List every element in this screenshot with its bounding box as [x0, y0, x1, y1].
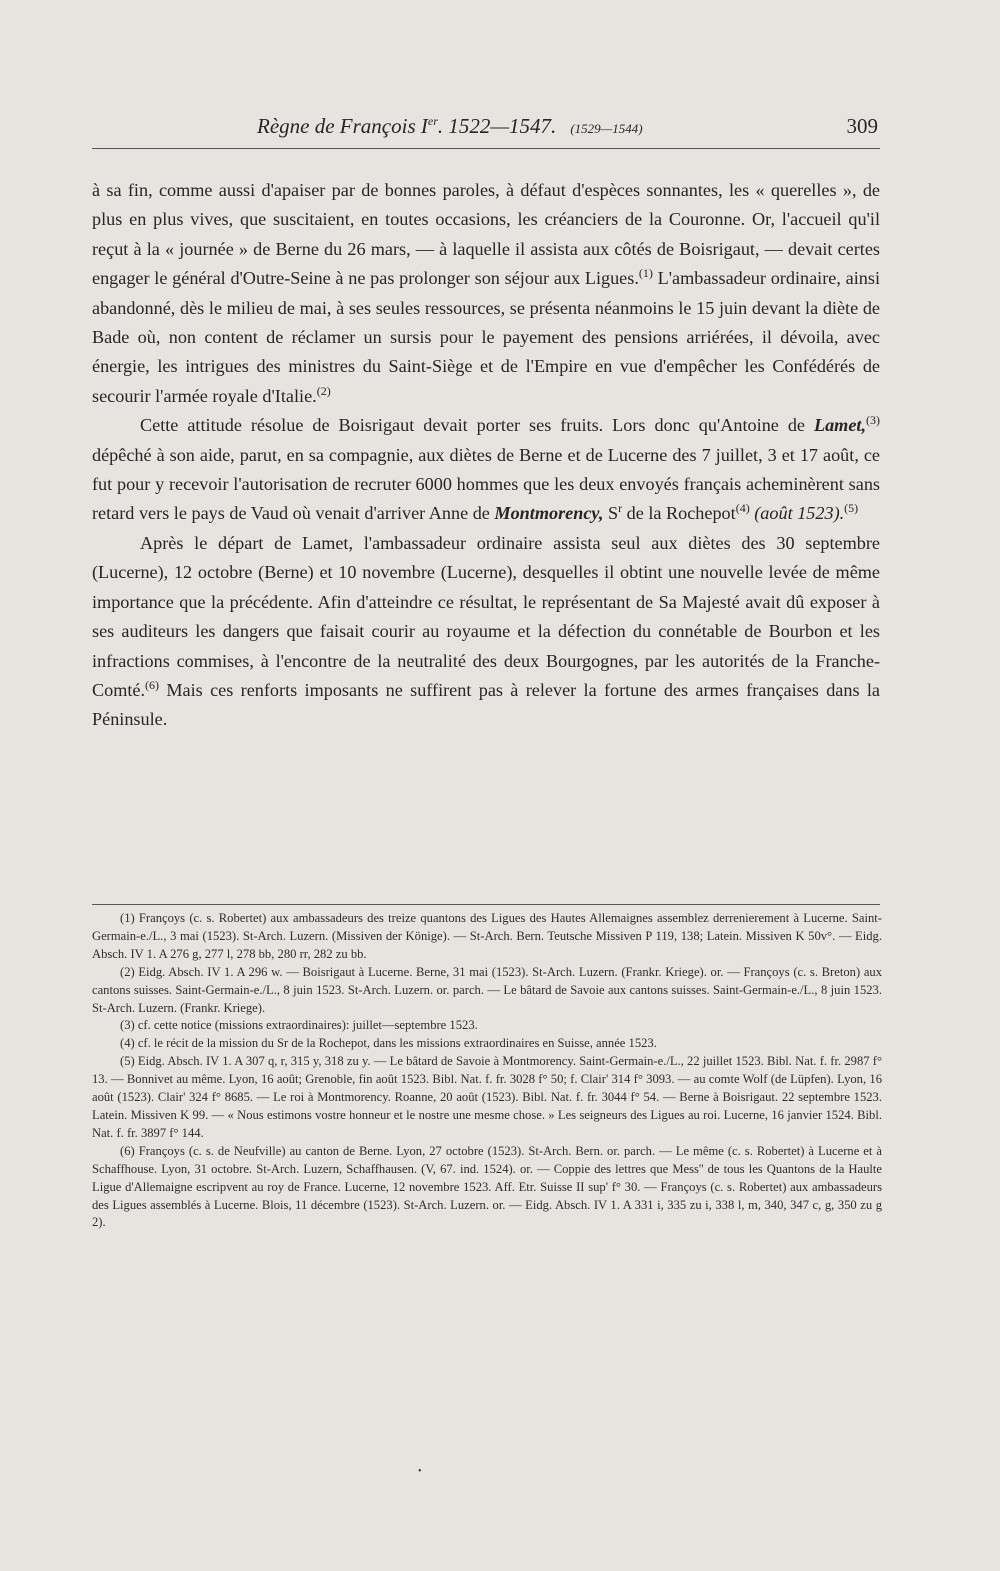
- paragraph-3: [92, 529, 880, 735]
- running-title: [257, 114, 643, 139]
- footnote-ref-4: (4): [735, 501, 750, 516]
- title-superscript: er: [427, 114, 438, 128]
- paragraph-2: [92, 411, 880, 529]
- paragraph-2-text-b: dépêché à son aide, parut, en sa compagnie, aux diètes de Berne et de Lucerne des 7 juillet, 3 et 17 août, ce fut pour y recevoir l'autorisation de recruter 6000 hommes que les deux envoyés français acheminèrent sans retard vers le pays de Vaud où venait d'arriver Anne de: [92, 444, 880, 524]
- footnote-1: (1) Françoys (c. s. Robertet) aux ambassadeurs des treize quantons des Ligues des Hautes Allemaignes assemblez derrenierement à Lucerne. Saint-Germain-e./L., 3 mai (1523). St-Arch. Luzern. (Missiven der Könige). — St-Arch. Bern. Teutsche Missiven P 119, 138; Latein. Missiven K 50v°. — Eidg. Absch. IV 1. A 276 g, 277 l, 278 bb, 280 rr, 282 zu bb.: [92, 911, 882, 961]
- page-number: 309: [846, 114, 878, 138]
- page-mark: •: [418, 1466, 422, 1477]
- footnote-6: (6) Françoys (c. s. de Neufville) au canton de Berne. Lyon, 27 octobre (1523). St-Arch. Bern. or. parch. — Le même (c. s. Robertet) à Lucerne et à Schaffhouse. Lyon, 31 octobre. St-Arch. Luzern, Schaffhausen. (V, 67. ind. 1524). or. — Coppie des lettres que Mess'' de tous les Quantons de la Haulte Ligue d'Allemaigne escripvent au roy de France. Lucerne, 12 novembre 1523. Aff. Etr. Suisse II sup' f° 30. — Françoys (c. s. Robertet) aux ambassadeurs des Ligues assemblés à Lucerne. Blois, 11 décembre (1523). St-Arch. Luzern. or. — Eidg. Absch. IV 1. A 331 i, 335 zu i, 338 l, m, 340, 347 c, g, 350 zu g 2).: [92, 1143, 882, 1230]
- footnote-5: (5) Eidg. Absch. IV 1. A 307 q, r, 315 y, 318 zu y. — Le bâtard de Savoie à Montmorency. Saint-Germain-e./L., 22 juillet 1523. Bibl. Nat. f. fr. 2987 f° 13. — Bonnivet au même. Lyon, 16 août; Grenoble, fin août 1523. Bibl. Nat. f. fr. 3028 f° 50; f. Clair' 314 f° 3093. — au comte Wolf (de Lüpfen). Lyon, 16 août (1523). Clair' 324 f° 8685. — Le roi à Montmorency. Roanne, 20 août (1523). Bibl. Nat. f. fr. 3044 f° 54. — Berne à Boisrigaut. 22 septembre 1523. Latein. Missiven K 99. — « Nous estimons vostre honneur et le nostre une mesme chose. » Les seigneurs des Ligues au roi. Lucerne, 16 janvier 1524. Bibl. Nat. f. fr. 3897 f° 144.: [92, 1054, 882, 1140]
- footnote-ref-1: (1): [638, 266, 653, 281]
- footnote-rule: [92, 904, 880, 905]
- paragraph-3-text-a: Après le départ de Lamet, l'ambassadeur ordinaire assista seul aux diètes des 30 septembre (Lucerne), 12 octobre (Berne) et 10 novembre (Lucerne), desquelles il obtint une nouvelle levée de même importance que la précédente. Afin d'atteindre ce résultat, le représentant de Sa Majesté avait dû exposer à ses auditeurs les dangers que faisait courir au royaume et la défection du connétable de Bourbon et les infractions commises, à l'encontre de la neutralité des deux Bourgognes, par les autorités de la Franche-Comté.: [92, 532, 880, 700]
- footnote-ref-5: (5): [844, 501, 859, 516]
- footnote-ref-6: (6): [145, 677, 160, 692]
- header-date-range: (1529—1544): [570, 121, 643, 136]
- footnote-4: (4) cf. le récit de la mission du Sr de la Rochepot, dans les missions extraordinaires en Suisse, année 1523.: [120, 1036, 657, 1051]
- header-rule: [92, 148, 880, 149]
- body-text: [92, 176, 880, 735]
- date-aout-1523: (août 1523).: [754, 503, 845, 524]
- footnote-ref-2: (2): [316, 383, 331, 398]
- footnote-ref-3: (3): [866, 413, 880, 428]
- footnote-3: (3) cf. cette notice (missions extraordinaires): juillet—septembre 1523.: [120, 1018, 478, 1033]
- paragraph-2-text-a: Cette attitude résolue de Boisrigaut devait porter ses fruits. Lors donc qu'Antoine de: [140, 415, 814, 436]
- running-title-text: Règne de François I: [257, 114, 428, 138]
- paragraph-1-text-b: L'ambassadeur ordinaire, ainsi abandonné, dès le milieu de mai, à ses seules ressources, se présenta néanmoins le 15 juin devant la diète de Bade où, non content de réclamer un sursis pour le payement des pensions arriérées, il dévoila, avec énergie, les intrigues des ministres du Saint-Siège et de l'Empire en vue d'empêcher les Confédérés de secourir l'armée royale d'Italie.: [92, 268, 880, 406]
- paragraph-1: [92, 176, 880, 411]
- footnote-2: (2) Eidg. Absch. IV 1. A 296 w. — Boisrigaut à Lucerne. Berne, 31 mai (1523). St-Arch. Luzern. (Frankr. Kriege). or. — Françoys (c. s. Breton) aux cantons suisses. Saint-Germain-e./L., 8 juin 1523. St-Arch. Luzern. or. parch. — Le bâtard de Savoie aux cantons suisses. Saint-Germain-e./L., 8 juin 1523. St-Arch. Luzern. (Frankr. Kriege).: [92, 964, 882, 1015]
- paragraph-1-text-a: à sa fin, comme aussi d'apaiser par de bonnes paroles, à défaut d'espèces sonnantes, les « querelles », de plus en plus vives, que suscitaient, en toutes occasions, les créanciers de la Couronne. Or, l'accueil qu'il reçut à la « journée » de Berne du 26 mars, — à laquelle il assista aux côtés de Boisrigaut, — devait certes engager le général d'Outre-Seine à ne pas prolonger son séjour aux Ligues.: [92, 180, 880, 289]
- paragraph-3-text-b: Mais ces renforts imposants ne suffirent pas à relever la fortune des armes françaises dans la Péninsule.: [92, 679, 880, 730]
- footnotes: [92, 910, 882, 1232]
- page-header: [92, 112, 880, 148]
- sieur-superscript: r: [618, 501, 623, 516]
- paragraph-2-text-c: S: [603, 503, 619, 524]
- name-montmorency: Montmorency,: [494, 503, 604, 524]
- title-years: . 1522—1547.: [437, 114, 557, 138]
- paragraph-2-text-d: de la Rochepot: [622, 503, 736, 524]
- name-lamet: Lamet,: [813, 415, 866, 436]
